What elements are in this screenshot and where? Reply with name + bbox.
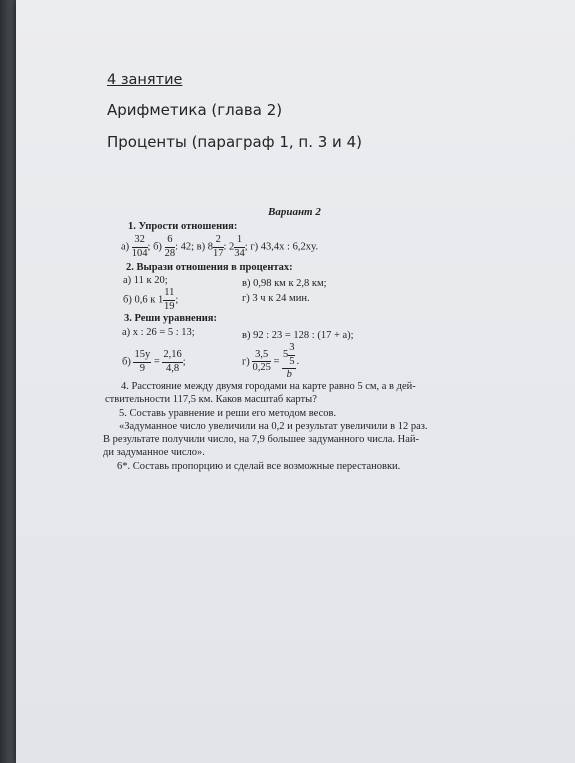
task3-b-frac1 xyxy=(133,350,151,374)
task2-b-tail: ; xyxy=(175,294,179,306)
task5-line4: ди задуманное число». xyxy=(103,447,205,458)
task1-b-num: 6 xyxy=(165,235,176,248)
task1-g: г) 43,4x : 6,2xy. xyxy=(250,241,319,253)
task2-b-den: 19 xyxy=(164,300,175,312)
task1-v-whole1: 8 xyxy=(207,241,213,253)
task1-a-den: 104 xyxy=(131,247,148,259)
task3-b-den: 9 xyxy=(139,362,145,374)
lesson-title: 4 занятие xyxy=(107,72,183,88)
task2-b-label: б) 0,6 к 1 xyxy=(123,294,164,306)
task1-items xyxy=(121,235,318,259)
task3-g-den2: b xyxy=(286,369,292,380)
task3-g-mixed-num xyxy=(282,342,300,369)
task3-g-inner-frac xyxy=(288,343,295,367)
task3-g-num: 3,5 xyxy=(252,350,270,363)
task1-v-mixed1 xyxy=(208,235,224,259)
task3-g-tail: . xyxy=(296,356,300,368)
task1-a-label: а) xyxy=(121,241,130,253)
task3-g xyxy=(242,343,299,381)
task1-b-den: 28 xyxy=(164,247,176,259)
section-title: Проценты (параграф 1, п. 3 и 4) xyxy=(107,133,362,151)
task3-g-eq: = xyxy=(273,356,280,368)
task3-g-frac2 xyxy=(282,342,300,381)
task1-a-fraction xyxy=(132,235,148,259)
task1-b-tail: : 42; xyxy=(175,241,195,253)
task4-line2: ствительности 117,5 км. Каков масштаб карты? xyxy=(105,394,317,405)
task3-b-eq: = xyxy=(153,356,160,368)
task3-g-inner-num: 3 xyxy=(288,343,295,356)
task5-line3: В результате получили число, на 7,9 большее задуманного числа. Най- xyxy=(103,434,420,445)
task2-b xyxy=(123,288,178,312)
task1-a-num: 32 xyxy=(132,235,148,248)
task3-g-den: 0,25 xyxy=(252,362,271,374)
task6-line1: 6*. Составь пропорцию и сделай все возможные перестановки. xyxy=(117,461,401,472)
task1-heading: 1. Упрости отношения: xyxy=(128,221,238,232)
task3-g-whole: 5 xyxy=(282,348,289,360)
task5-line2: «Задуманное число увеличили на 0,2 и результат увеличили в 12 раз. xyxy=(119,421,428,432)
task2-heading: 2. Вырази отношения в процентах: xyxy=(126,262,293,273)
task3-g-label: г) xyxy=(242,356,250,368)
task1-v-num2: 1 xyxy=(234,235,245,248)
chapter-title: Арифметика (глава 2) xyxy=(107,101,283,119)
task4-line1: 4. Расстояние между двумя городами на карте равно 5 см, а в дей- xyxy=(121,381,416,392)
task3-g-inner-den: 5 xyxy=(289,355,295,367)
task3-v: в) 92 : 23 = 128 : (17 + a); xyxy=(242,330,354,341)
task1-v-tail: ; xyxy=(244,241,248,253)
task3-b-label: б) xyxy=(122,356,131,368)
task3-a: а) x : 26 = 5 : 13; xyxy=(122,327,195,338)
task3-heading: 3. Реши уравнения: xyxy=(124,313,217,324)
task1-a-tail: ; xyxy=(147,241,151,253)
task3-b-num: 15y xyxy=(133,350,151,363)
task1-b-label: б) xyxy=(153,241,162,253)
task3-b-tail: ; xyxy=(182,356,186,368)
task1-v-den2: 34 xyxy=(234,247,245,259)
task2-b-fraction xyxy=(163,288,175,312)
task5-line1: 5. Составь уравнение и реши его методом весов. xyxy=(119,408,337,419)
task3-g-frac1 xyxy=(252,350,270,374)
task1-v-label: в) xyxy=(196,241,206,253)
task3-b-frac2 xyxy=(162,350,182,374)
variant-title: Вариант 2 xyxy=(268,206,321,218)
task1-v-frac1 xyxy=(213,235,224,259)
task1-b-fraction xyxy=(165,235,176,259)
task1-v-num1: 2 xyxy=(213,235,224,248)
task1-v-den1: 17 xyxy=(213,247,224,259)
task1-v-mid: : 2 xyxy=(223,241,235,253)
task2-b-num: 11 xyxy=(163,288,175,301)
task2-v: в) 0,98 км к 2,8 км; xyxy=(242,278,327,289)
task2-a: а) 11 к 20; xyxy=(123,275,168,286)
task3-b-den2: 4,8 xyxy=(166,362,180,374)
task3-b-num2: 2,16 xyxy=(162,350,182,363)
task3-b xyxy=(122,350,186,374)
task1-v-frac2 xyxy=(234,235,245,259)
task2-g: г) 3 ч к 24 мин. xyxy=(242,293,310,304)
